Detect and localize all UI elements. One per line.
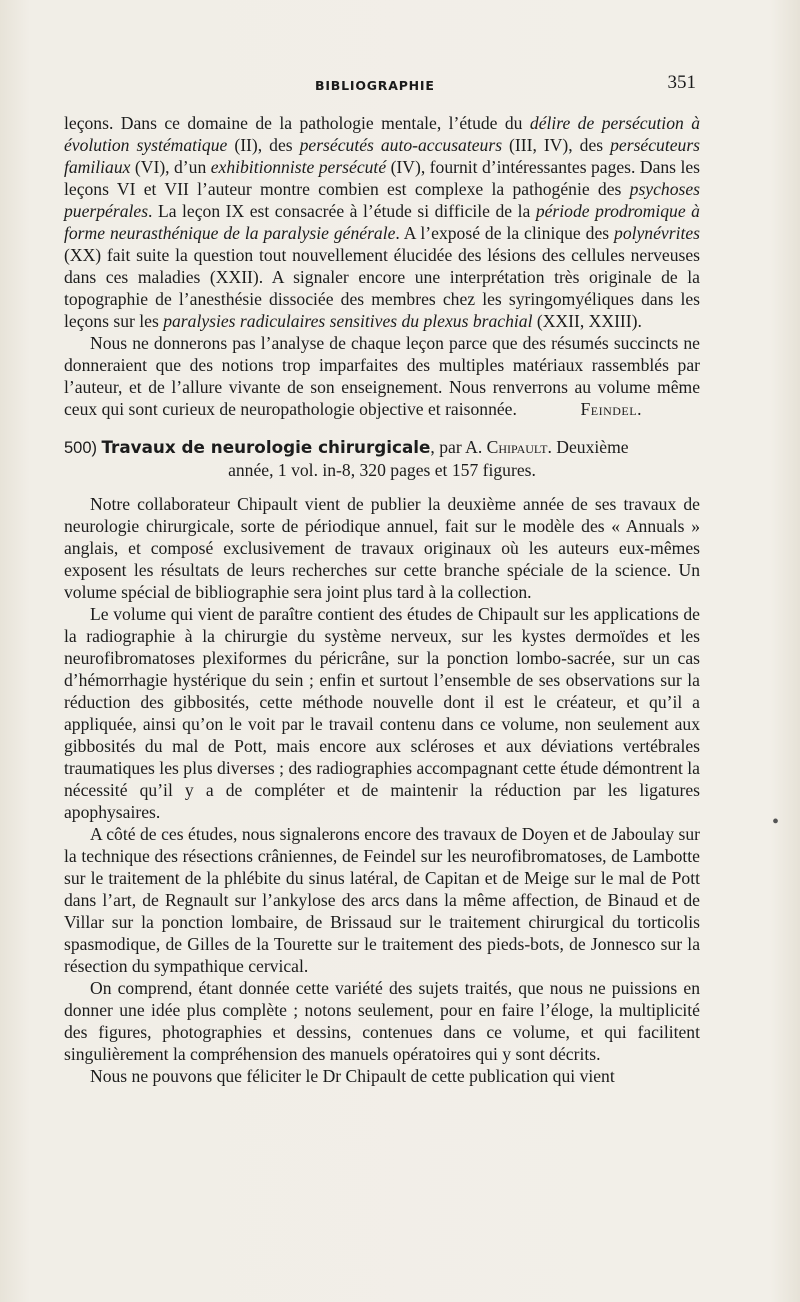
- summary-paragraph: Nous ne donnerons pas l’analyse de chaque leçon parce que des résumés succincts ne donneraient que des notions trop imparfaites des multiples matériaux rassemblés par l’auteur, et de l’allure vivante de son enseignement. Nous renverrons au volume même ceux qui sont curieux de neuropathologie objective et raisonnée.: [64, 333, 700, 419]
- entry-title: Travaux de neurologie chirurgicale: [101, 437, 431, 457]
- stray-mark: •: [772, 811, 780, 833]
- italic-term: polynévrites: [614, 223, 700, 243]
- italic-term: persécutés auto-accusateurs: [299, 135, 503, 155]
- continued-paragraph: [64, 112, 700, 332]
- continued-text: (IV), fournit d’intéressantes pages. Dans les leçons VI et VII l’auteur montre combien est complexe la pathogénie des: [64, 157, 700, 199]
- entry-edition: . Deuxième: [547, 437, 629, 457]
- running-title: BIBLIOGRAPHIE: [315, 78, 435, 93]
- continued-text: (II), des: [227, 135, 300, 155]
- italic-term: exhibitionniste persécuté: [210, 157, 387, 177]
- italic-term: paralysies radiculaires sensitives du plexus brachial: [163, 311, 533, 331]
- page-header: [60, 72, 700, 96]
- entry-by: , par A.: [430, 437, 487, 457]
- continued-text: (VI), d’un: [130, 157, 211, 177]
- body-paragraph: On comprend, étant donnée cette variété des sujets traités, que nous ne puissions en donner une idée plus complète ; notons seulement, pour en faire l’éloge, la multiplicité des figures, photographies et dessins, contenues dans ce volume, et qui facilitent singulièrement la compréhension des manuels opératoires qui y sont décrits.: [64, 978, 700, 1064]
- page-number: 351: [667, 72, 696, 93]
- body-paragraph: Notre collaborateur Chipault vient de publier la deuxième année de ses travaux de neurologie chirurgicale, sorte de périodique annuel, fait sur le modèle des « Annuals » anglais, et composé exclusivement de travaux originaux où les auteurs eux-mêmes exposent les résultats de leurs recherches sur cette branche spéciale de la science. Un volume spécial de bibliographie sera joint plus tard à la collection.: [64, 494, 700, 602]
- continued-text: . A l’exposé de la clinique des: [395, 223, 615, 243]
- continued-text: leçons. Dans ce domaine de la pathologie mentale, l’étude du: [64, 113, 530, 133]
- italic-term: psychoses puerpérales: [64, 179, 700, 221]
- review-signature: Feindel.: [580, 399, 642, 419]
- body-paragraph: A côté de ces études, nous signalerons encore des travaux de Doyen et de Jaboulay sur la technique des résections crâniennes, de Feindel sur les neurofibromatoses, de Lambotte sur le traitement de la phlébite du sinus latéral, de Capitan et de Meige sur le mal de Pott dans l’art, de Regnault sur l’ankylose des arcs dans la même affection, de Binaud et de Villar sur la ponction lombaire, de Brissaud sur le traitement chirurgical du torticolis spasmodique, de Gilles de la Tourette sur le traitement des pieds-bots, de Jonnesco sur la résection du sympathique cervical.: [64, 824, 700, 976]
- entry-heading: [64, 436, 700, 459]
- italic-term: période prodromique à forme neurasthénique de la paralysie générale: [64, 201, 700, 243]
- continued-text: . La leçon IX est consacrée à l’étude si difficile de la: [148, 201, 536, 221]
- body-text: [64, 112, 700, 1087]
- body-paragraph: Le volume qui vient de paraître contient des études de Chipault sur les applications de la radiographie à la chirurgie du système nerveux, sur les kystes dermoïdes et les neurofibromatoses plexiformes du péricrâne, sur la ponction lombo-sacrée, sur un cas d’hémorrhagie hystérique du sein ; enfin et surtout l’ensemble de ses observations sur la réduction des gibbosités, cette méthode nouvelle dont il est le créateur, et qu’il a appliquée, ainsi qu’on le voit par le travail contenu dans ce volume, non seulement aux gibbosités du mal de Pott, mais encore aux scléroses et aux déviations vertébrales traumatiques les plus diverses ; des radiographies accompagnant cette étude démontrent la nécessité qu’il y a de compléter et de maintenir la réduction par les ligatures apophysaires.: [64, 604, 700, 822]
- italic-term: délire de persécution à évolution systématique: [64, 113, 700, 155]
- continued-text: (XXII, XXIII).: [532, 311, 642, 331]
- entry-number: 500): [64, 439, 98, 457]
- continued-text: (XX) fait suite la question tout nouvellement élucidée des lésions des cellules nerveuses dans ces maladies (XXII). A signaler encore une interprétation très originale de la topographie de l’anesthésie dissociée des membres chez les syringomyéliques dans les leçons sur les: [64, 245, 700, 331]
- entry-details: année, 1 vol. in-8, 320 pages et 157 figures.: [228, 460, 536, 480]
- entry-author: Chipault: [486, 437, 548, 457]
- body-paragraph: Nous ne pouvons que féliciter le Dr Chipault de cette publication qui vient: [90, 1066, 615, 1086]
- continued-text: (III, IV), des: [502, 135, 611, 155]
- italic-term: persécuteurs familiaux: [64, 135, 701, 177]
